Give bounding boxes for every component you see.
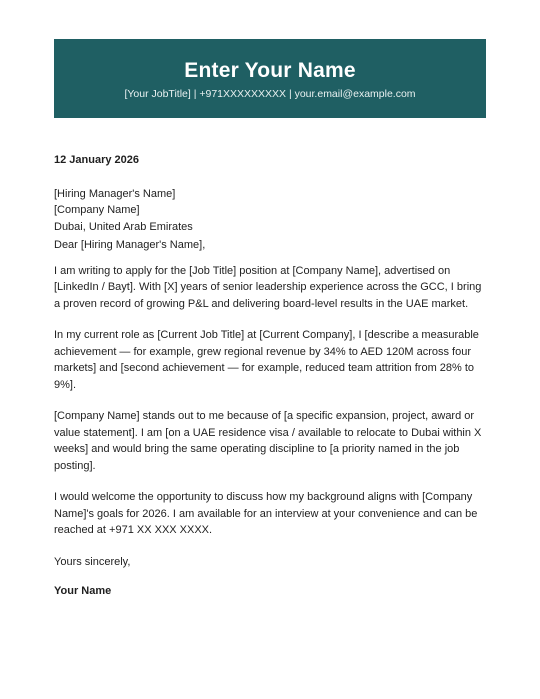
- applicant-name: Enter Your Name: [184, 59, 356, 82]
- recipient-name: [Hiring Manager's Name]: [54, 187, 176, 200]
- signature-name: Your Name: [54, 585, 112, 597]
- recipient-address: [54, 186, 486, 236]
- paragraph-current-role: In my current role as [Current Job Title] at [Current Company], I [describe a measurable achievement — for example, grew regional revenue by 34% to AED 120M across four markets] and [second achievement — for example, reduced team attrition from 28% to 9%].: [54, 329, 479, 391]
- paragraph-intro: I am writing to apply for the [Job Title] position at [Company Name], advertised on [LinkedIn / Bayt]. With [X] years of senior leadership experience across the GCC, I bring a proven record of growing P&L and delivering board-level results in the UAE market.: [54, 264, 482, 310]
- closing-line: Yours sincerely,: [54, 555, 131, 568]
- salutation: Dear [Hiring Manager's Name],: [54, 239, 206, 251]
- recipient-company: [Company Name]: [54, 204, 140, 216]
- recipient-location: Dubai, United Arab Emirates: [54, 220, 193, 233]
- letter-date: 12 January 2026: [54, 154, 140, 166]
- letter-body: [54, 152, 486, 600]
- paragraph-company-fit: [Company Name] stands out to me because of [a specific expansion, project, award or value statement]. I am [on a UAE residence visa / available to relocate to Dubai within X weeks] and would bring the same operating discipline to [a priority named in the job posting].: [54, 410, 482, 472]
- paragraph-closing: I would welcome the opportunity to discuss how my background aligns with [Company Name]'s goals for 2026. I am available for an interview at your convenience and can be reached at +971 XX XXX XXXX.: [54, 491, 478, 536]
- contact-line: [Your JobTitle] | +971XXXXXXXXX | your.email@example.com: [124, 88, 416, 100]
- header-banner: [54, 39, 486, 118]
